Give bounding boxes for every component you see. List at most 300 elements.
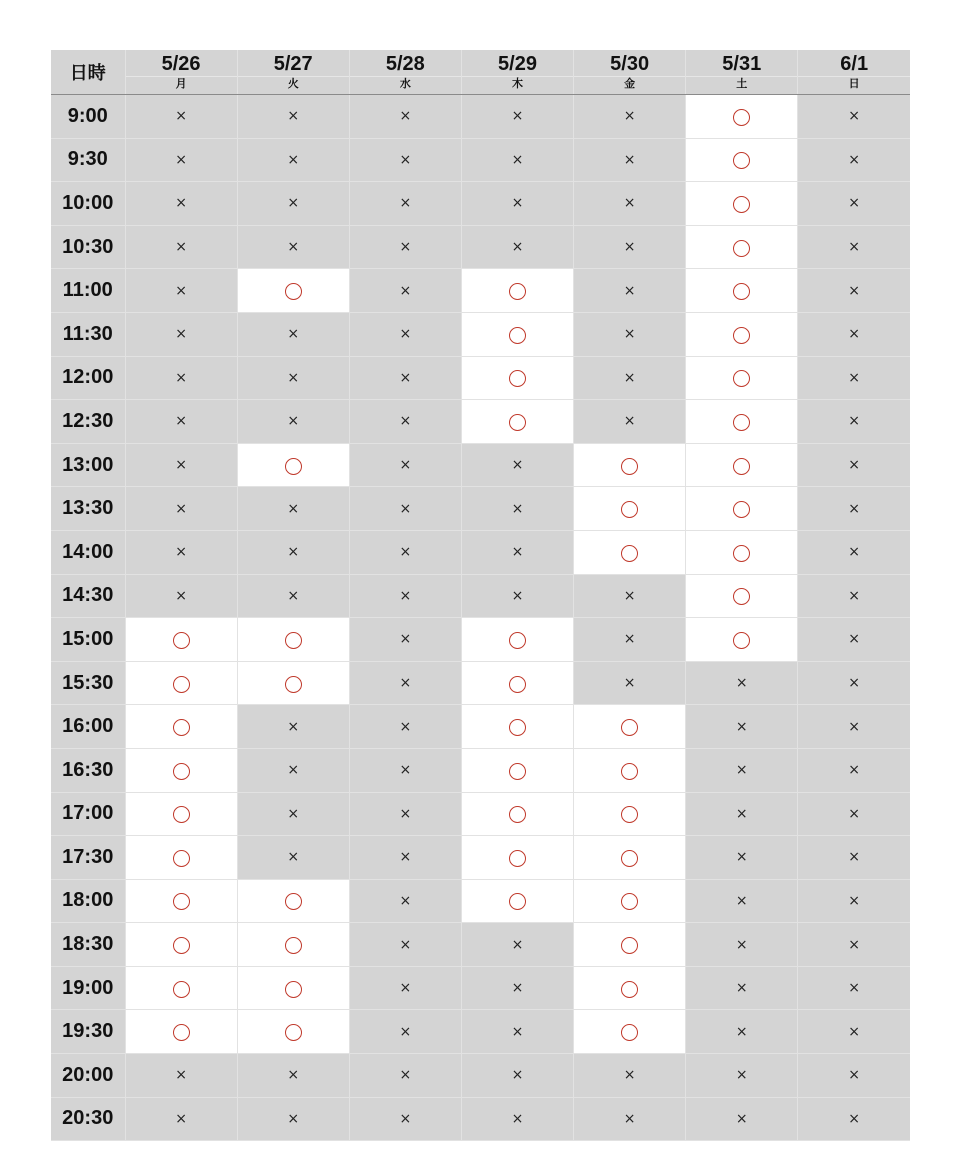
unavailable-mark: × (175, 413, 187, 430)
slot-unavailable (125, 400, 237, 444)
slot-unavailable (349, 1097, 461, 1141)
slot-unavailable (798, 792, 910, 836)
unavailable-mark: × (287, 762, 300, 779)
time-label: 16:00 (51, 705, 125, 749)
slot-available (686, 312, 798, 356)
available-mark (621, 545, 638, 562)
available-mark (733, 458, 750, 475)
unavailable-mark: × (399, 108, 412, 125)
slot-available (574, 748, 686, 792)
unavailable-mark: × (623, 675, 636, 692)
day-weekday: 水 (399, 77, 411, 90)
unavailable-mark: × (399, 151, 412, 168)
slot-available (237, 661, 349, 705)
unavailable-mark: × (399, 195, 412, 212)
unavailable-mark: × (287, 413, 300, 430)
slot-unavailable (574, 225, 686, 269)
available-mark (173, 632, 190, 649)
slot-unavailable (686, 966, 798, 1010)
unavailable-mark: × (511, 1110, 524, 1127)
unavailable-mark: × (623, 151, 636, 168)
slot-unavailable (237, 400, 349, 444)
unavailable-mark: × (623, 631, 636, 648)
slot-available (461, 792, 573, 836)
slot-unavailable (461, 95, 573, 139)
slot-available (461, 748, 573, 792)
slot-unavailable (125, 95, 237, 139)
unavailable-mark: × (848, 1110, 861, 1127)
slot-unavailable (349, 879, 461, 923)
slot-unavailable (798, 487, 910, 531)
slot-available (686, 356, 798, 400)
unavailable-mark: × (735, 936, 748, 953)
slot-unavailable (349, 400, 461, 444)
slot-unavailable (237, 574, 349, 618)
unavailable-mark: × (287, 239, 300, 256)
slot-available (574, 1010, 686, 1054)
slot-unavailable (574, 618, 686, 662)
slot-available (461, 356, 573, 400)
slot-unavailable (461, 923, 573, 967)
time-row (51, 748, 910, 792)
day-date: 5/30 (574, 53, 685, 77)
time-label: 12:00 (51, 356, 125, 400)
available-mark (509, 676, 526, 693)
corner-label (51, 50, 125, 95)
time-row (51, 269, 910, 313)
unavailable-mark: × (848, 718, 861, 735)
slot-unavailable (349, 225, 461, 269)
slot-available (237, 443, 349, 487)
unavailable-mark: × (735, 805, 748, 822)
available-mark (285, 893, 302, 910)
slot-available (686, 487, 798, 531)
time-label: 13:30 (51, 487, 125, 531)
slot-unavailable (798, 923, 910, 967)
unavailable-mark: × (511, 195, 524, 212)
unavailable-mark: × (175, 326, 187, 343)
slot-unavailable (686, 879, 798, 923)
unavailable-mark: × (175, 587, 187, 604)
unavailable-mark: × (848, 805, 861, 822)
time-row (51, 95, 910, 139)
unavailable-mark: × (623, 587, 636, 604)
slot-available (461, 618, 573, 662)
slot-available (237, 879, 349, 923)
time-row (51, 182, 910, 226)
available-mark (621, 806, 638, 823)
available-mark (509, 806, 526, 823)
slot-unavailable (125, 182, 237, 226)
slot-unavailable (237, 312, 349, 356)
unavailable-mark: × (399, 980, 412, 997)
unavailable-mark: × (399, 631, 412, 648)
time-label: 18:30 (51, 923, 125, 967)
slot-unavailable (574, 95, 686, 139)
unavailable-mark: × (399, 413, 412, 430)
available-mark (621, 719, 638, 736)
available-mark (733, 327, 750, 344)
day-date: 6/1 (798, 53, 910, 77)
unavailable-mark: × (735, 762, 748, 779)
available-mark (285, 676, 302, 693)
available-mark (621, 458, 638, 475)
unavailable-mark: × (848, 239, 861, 256)
slot-unavailable (349, 269, 461, 313)
slot-unavailable (686, 748, 798, 792)
unavailable-mark: × (399, 587, 412, 604)
unavailable-mark: × (623, 108, 636, 125)
slot-available (686, 269, 798, 313)
available-mark (285, 632, 302, 649)
unavailable-mark: × (287, 849, 300, 866)
unavailable-mark: × (511, 239, 524, 256)
slot-unavailable (237, 705, 349, 749)
unavailable-mark: × (848, 326, 861, 343)
slot-available (686, 225, 798, 269)
unavailable-mark: × (511, 980, 524, 997)
unavailable-mark: × (848, 457, 861, 474)
unavailable-mark: × (399, 1110, 412, 1127)
available-mark (621, 763, 638, 780)
unavailable-mark: × (735, 849, 748, 866)
time-label: 19:00 (51, 966, 125, 1010)
slot-unavailable (237, 836, 349, 880)
slot-unavailable (574, 400, 686, 444)
day-weekday: 木 (511, 77, 523, 90)
unavailable-mark: × (623, 195, 636, 212)
available-mark (621, 937, 638, 954)
unavailable-mark: × (175, 108, 187, 125)
unavailable-mark: × (287, 500, 300, 517)
unavailable-mark: × (848, 762, 861, 779)
time-row (51, 661, 910, 705)
slot-available (125, 705, 237, 749)
available-mark (733, 283, 750, 300)
unavailable-mark: × (623, 1067, 636, 1084)
slot-unavailable (349, 1010, 461, 1054)
availability-table (51, 50, 910, 1141)
available-mark (621, 981, 638, 998)
slot-available (574, 530, 686, 574)
unavailable-mark: × (287, 1067, 300, 1084)
unavailable-mark: × (848, 108, 861, 125)
slot-unavailable (686, 836, 798, 880)
available-mark (173, 1024, 190, 1041)
time-row (51, 356, 910, 400)
slot-unavailable (798, 95, 910, 139)
slot-unavailable (125, 1054, 237, 1098)
time-label: 9:30 (51, 138, 125, 182)
unavailable-mark: × (175, 369, 187, 386)
day-header (125, 50, 237, 95)
unavailable-mark: × (399, 762, 412, 779)
time-label: 10:00 (51, 182, 125, 226)
slot-available (461, 705, 573, 749)
time-label: 11:00 (51, 269, 125, 313)
day-date: 5/27 (238, 53, 349, 77)
available-mark (733, 370, 750, 387)
time-row (51, 400, 910, 444)
slot-unavailable (349, 574, 461, 618)
slot-available (125, 1010, 237, 1054)
slot-unavailable (461, 966, 573, 1010)
unavailable-mark: × (848, 1067, 861, 1084)
time-row (51, 879, 910, 923)
slot-unavailable (798, 661, 910, 705)
slot-available (686, 400, 798, 444)
slot-unavailable (237, 182, 349, 226)
slot-available (237, 923, 349, 967)
day-header (349, 50, 461, 95)
slot-unavailable (574, 574, 686, 618)
available-mark (621, 501, 638, 518)
time-label: 14:30 (51, 574, 125, 618)
available-mark (285, 981, 302, 998)
slot-unavailable (237, 225, 349, 269)
slot-available (237, 618, 349, 662)
unavailable-mark: × (735, 892, 748, 909)
slot-unavailable (686, 1097, 798, 1141)
slot-unavailable (686, 705, 798, 749)
slot-unavailable (686, 661, 798, 705)
slot-available (461, 312, 573, 356)
slot-unavailable (798, 182, 910, 226)
unavailable-mark: × (399, 849, 412, 866)
unavailable-mark: × (848, 544, 861, 561)
slot-unavailable (125, 356, 237, 400)
unavailable-mark: × (287, 326, 300, 343)
time-row (51, 792, 910, 836)
available-mark (733, 152, 750, 169)
slot-unavailable (237, 1097, 349, 1141)
day-weekday: 火 (287, 77, 299, 90)
unavailable-mark: × (399, 239, 412, 256)
unavailable-mark: × (848, 1023, 861, 1040)
slot-unavailable (798, 400, 910, 444)
time-row (51, 1010, 910, 1054)
time-row (51, 923, 910, 967)
slot-available (574, 792, 686, 836)
unavailable-mark: × (848, 675, 861, 692)
slot-unavailable (349, 530, 461, 574)
slot-unavailable (574, 312, 686, 356)
available-mark (285, 937, 302, 954)
unavailable-mark: × (848, 369, 861, 386)
slot-unavailable (798, 618, 910, 662)
unavailable-mark: × (848, 500, 861, 517)
slot-unavailable (349, 618, 461, 662)
unavailable-mark: × (175, 282, 187, 299)
available-mark (173, 806, 190, 823)
time-row (51, 225, 910, 269)
time-row (51, 574, 910, 618)
slot-unavailable (798, 138, 910, 182)
slot-unavailable (461, 138, 573, 182)
unavailable-mark: × (175, 1067, 187, 1084)
unavailable-mark: × (511, 151, 524, 168)
slot-available (686, 443, 798, 487)
available-mark (509, 632, 526, 649)
slot-unavailable (574, 269, 686, 313)
slot-unavailable (349, 923, 461, 967)
slot-unavailable (349, 443, 461, 487)
slot-available (237, 1010, 349, 1054)
slot-unavailable (461, 225, 573, 269)
slot-unavailable (686, 923, 798, 967)
unavailable-mark: × (399, 326, 412, 343)
time-row (51, 966, 910, 1010)
day-header (461, 50, 573, 95)
slot-unavailable (798, 312, 910, 356)
unavailable-mark: × (399, 718, 412, 735)
slot-unavailable (574, 661, 686, 705)
slot-unavailable (461, 1097, 573, 1141)
time-row (51, 836, 910, 880)
slot-available (125, 618, 237, 662)
unavailable-mark: × (511, 936, 524, 953)
day-weekday: 金 (624, 77, 636, 90)
slot-unavailable (574, 138, 686, 182)
time-row (51, 1097, 910, 1141)
slot-available (686, 530, 798, 574)
unavailable-mark: × (848, 282, 861, 299)
available-mark (733, 632, 750, 649)
slot-available (125, 966, 237, 1010)
slot-unavailable (125, 443, 237, 487)
available-mark (733, 240, 750, 257)
day-header (686, 50, 798, 95)
unavailable-mark: × (848, 631, 861, 648)
available-mark (509, 414, 526, 431)
slot-unavailable (349, 705, 461, 749)
slot-unavailable (798, 748, 910, 792)
slot-available (125, 748, 237, 792)
unavailable-mark: × (287, 195, 300, 212)
unavailable-mark: × (287, 718, 300, 735)
slot-unavailable (686, 1010, 798, 1054)
unavailable-mark: × (511, 587, 524, 604)
unavailable-mark: × (848, 892, 861, 909)
slot-available (574, 836, 686, 880)
slot-unavailable (349, 356, 461, 400)
unavailable-mark: × (287, 108, 300, 125)
table-body (51, 95, 910, 1141)
day-date: 5/29 (462, 53, 573, 77)
unavailable-mark: × (848, 413, 861, 430)
slot-unavailable (237, 487, 349, 531)
unavailable-mark: × (399, 282, 412, 299)
corner-label-text: 日時 (69, 63, 106, 83)
time-label: 9:00 (51, 95, 125, 139)
unavailable-mark: × (848, 849, 861, 866)
unavailable-mark: × (287, 544, 300, 561)
slot-available (461, 879, 573, 923)
slot-unavailable (686, 792, 798, 836)
slot-unavailable (125, 312, 237, 356)
unavailable-mark: × (735, 980, 748, 997)
unavailable-mark: × (511, 544, 524, 561)
time-label: 12:30 (51, 400, 125, 444)
unavailable-mark: × (175, 500, 187, 517)
slot-unavailable (798, 836, 910, 880)
available-mark (621, 1024, 638, 1041)
day-weekday: 日 (848, 77, 860, 90)
time-row (51, 705, 910, 749)
unavailable-mark: × (399, 457, 412, 474)
unavailable-mark: × (511, 108, 524, 125)
unavailable-mark: × (287, 587, 300, 604)
slot-unavailable (574, 1097, 686, 1141)
available-mark (733, 196, 750, 213)
slot-available (125, 661, 237, 705)
slot-unavailable (461, 487, 573, 531)
unavailable-mark: × (623, 1110, 636, 1127)
available-mark (733, 501, 750, 518)
unavailable-mark: × (399, 1067, 412, 1084)
slot-unavailable (125, 225, 237, 269)
unavailable-mark: × (511, 1023, 524, 1040)
available-mark (509, 327, 526, 344)
available-mark (509, 763, 526, 780)
day-date: 5/26 (126, 53, 237, 77)
unavailable-mark: × (511, 1067, 524, 1084)
slot-unavailable (574, 1054, 686, 1098)
unavailable-mark: × (623, 413, 636, 430)
slot-unavailable (461, 443, 573, 487)
slot-unavailable (349, 95, 461, 139)
slot-unavailable (574, 356, 686, 400)
slot-unavailable (237, 530, 349, 574)
slot-available (686, 618, 798, 662)
slot-available (461, 836, 573, 880)
unavailable-mark: × (623, 239, 636, 256)
day-header (798, 50, 910, 95)
unavailable-mark: × (511, 457, 524, 474)
time-row (51, 530, 910, 574)
slot-unavailable (125, 138, 237, 182)
slot-available (686, 95, 798, 139)
slot-unavailable (461, 1054, 573, 1098)
unavailable-mark: × (175, 239, 187, 256)
slot-unavailable (237, 356, 349, 400)
available-mark (733, 545, 750, 562)
time-row (51, 312, 910, 356)
slot-unavailable (349, 1054, 461, 1098)
time-label: 15:30 (51, 661, 125, 705)
slot-available (125, 923, 237, 967)
slot-unavailable (798, 1010, 910, 1054)
unavailable-mark: × (848, 195, 861, 212)
slot-available (686, 138, 798, 182)
slot-unavailable (125, 530, 237, 574)
available-mark (173, 850, 190, 867)
slot-unavailable (349, 836, 461, 880)
available-mark (173, 676, 190, 693)
unavailable-mark: × (848, 151, 861, 168)
time-label: 16:30 (51, 748, 125, 792)
available-mark (621, 850, 638, 867)
slot-unavailable (461, 1010, 573, 1054)
available-mark (621, 893, 638, 910)
time-label: 15:00 (51, 618, 125, 662)
time-row (51, 487, 910, 531)
slot-unavailable (237, 1054, 349, 1098)
available-mark (509, 283, 526, 300)
time-label: 13:00 (51, 443, 125, 487)
slot-unavailable (798, 1054, 910, 1098)
time-label: 20:00 (51, 1054, 125, 1098)
